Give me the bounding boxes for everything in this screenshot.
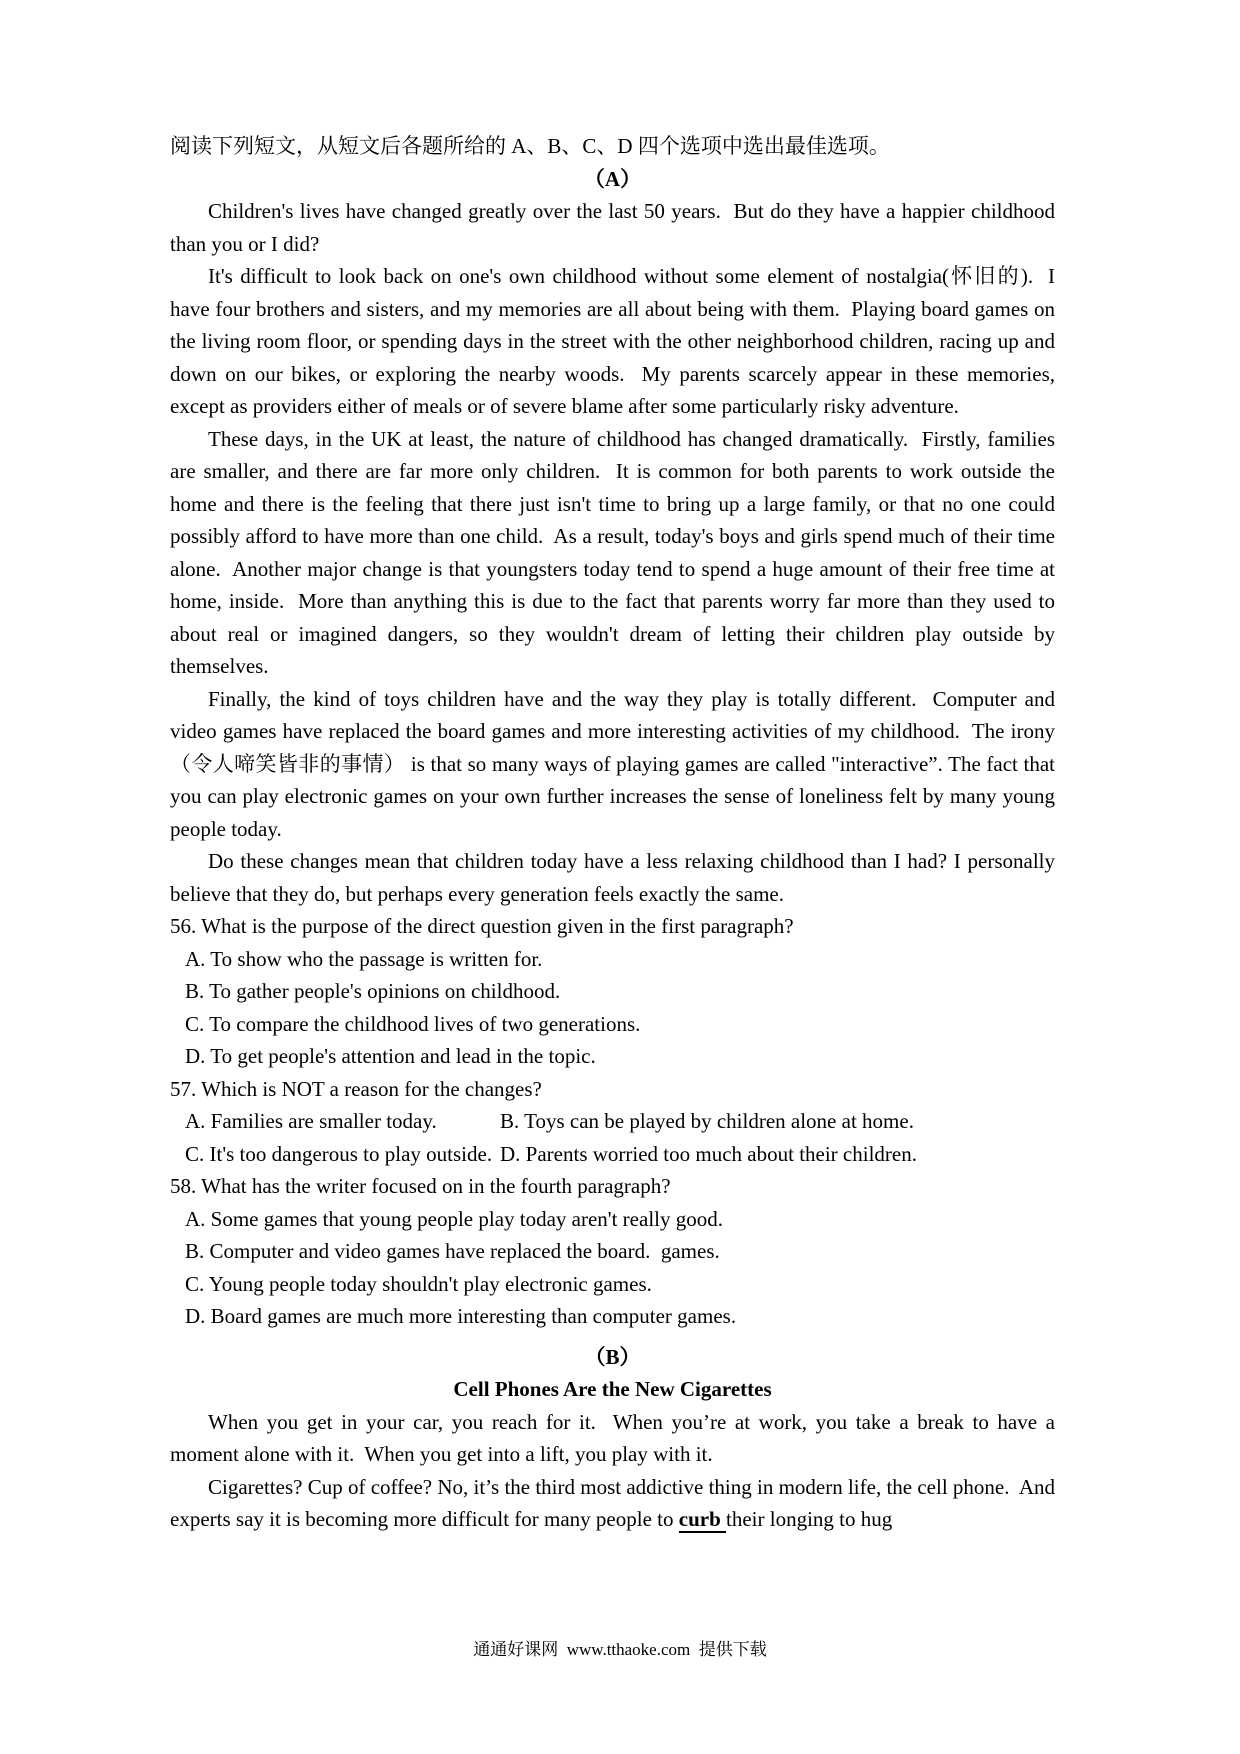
question-58-option-a: A. Some games that young people play today aren't really good. (185, 1206, 723, 1231)
question-58-option-b: B. Computer and video games have replaced the board. games. (185, 1239, 720, 1263)
question-57-options-row-2 (170, 1138, 1055, 1171)
passage-b-paragraph-2-before-curb: Cigarettes? Cup of coffee? No, it’s the third most addictive thing in modern life, the cell phone. And experts say it is becoming more difficult for many people to (170, 1474, 1061, 1531)
instruction-line: 阅读下列短文，从短文后各题所给的 A、B、C、D 四个选项中选出最佳选项。 (170, 134, 890, 158)
question-57-option-b: B. Toys can be played by children alone at home. (500, 1109, 914, 1133)
passage-a-paragraph-4: Finally, the kind of toys children have and the way they play is totally different. Computer and video games have replaced the board games and more interesting activities of my childhood. The irony（令人啼笑皆非的事情） is that so many ways of playing games are called "interactive”. The fact that you can play electronic games on your own further increases the sense of loneliness felt by many young people today. (170, 686, 1061, 841)
passage-b-title: Cell Phones Are the New Cigarettes (453, 1377, 772, 1401)
section-b-label: （B） (584, 1344, 641, 1369)
question-57-option-c: C. It's too dangerous to play outside. (185, 1141, 493, 1166)
passage-b-paragraph-1: When you get in your car, you reach for it. When you’re at work, you take a break to have a moment alone with it. When you get into a lift, you play with it. (170, 1409, 1061, 1466)
passage-a-paragraph-5: Do these changes mean that children today have a less relaxing childhood than I had? I personally believe that they do, but perhaps every generation feels exactly the same. (170, 849, 1061, 906)
question-57-option-a: A. Families are smaller today. (185, 1109, 437, 1133)
question-56-option-b: B. To gather people's opinions on childhood. (185, 979, 561, 1003)
passage-a-paragraph-2: It's difficult to look back on one's own childhood without some element of nostalgia(怀旧的). I have four brothers and sisters, and my memories are all about being with them. Playing board games on the living room floor, or spending days in the street with the other neighborhood children, racing up and down on our bikes, or exploring the nearby woods. My parents scarcely appear in these memories, except as providers either of meals or of severe blame after some particularly risky adventure. (170, 264, 1061, 418)
question-57-stem: 57. Which is NOT a reason for the changes? (170, 1076, 542, 1101)
page-content (170, 130, 1061, 1536)
passage-a-paragraph-1: Children's lives have changed greatly over the last 50 years. But do they have a happier childhood than you or I did? (170, 199, 1061, 256)
passage-a-paragraph-3: These days, in the UK at least, the nature of childhood has changed dramatically. Firstly, families are smaller, and there are far more only children. It is common for both parents to work outside the home and there is the feeling that there just isn't time to bring up a large family, or that no one could possibly afford to have more than one child. As a result, today's boys and girls spend much of their time alone. Another major change is that youngsters today tend to spend a huge amount of their free time at home, inside. More than anything this is due to the fact that parents worry far more than they used to about real or imagined dangers, so they wouldn't dream of letting their children play outside by themselves. (170, 426, 1061, 678)
question-57-option-d: D. Parents worried too much about their children. (500, 1141, 917, 1166)
question-58-option-d: D. Board games are much more interesting than computer games. (185, 1304, 737, 1328)
question-56-option-c: C. To compare the childhood lives of two generations. (185, 1011, 641, 1036)
passage-b-paragraph-2-after-curb: their longing to hug (726, 1507, 893, 1531)
page-footer: 通通好课网 www.tthaoke.com 提供下载 (473, 1640, 767, 1659)
question-56-option-a: A. To show who the passage is written for. (185, 946, 543, 971)
question-58-option-c: C. Young people today shouldn't play electronic games. (185, 1271, 652, 1296)
question-56-stem: 56. What is the purpose of the direct question given in the first paragraph? (170, 914, 794, 938)
curb-underlined-word: curb (678, 1507, 726, 1531)
question-57-options-row-1 (170, 1105, 1055, 1138)
question-58-stem: 58. What has the writer focused on in the fourth paragraph? (170, 1174, 671, 1198)
section-a-label: （A） (583, 166, 642, 191)
passage-b-paragraph-2 (170, 1471, 1061, 1536)
question-56-option-d: D. To get people's attention and lead in the topic. (185, 1044, 596, 1068)
